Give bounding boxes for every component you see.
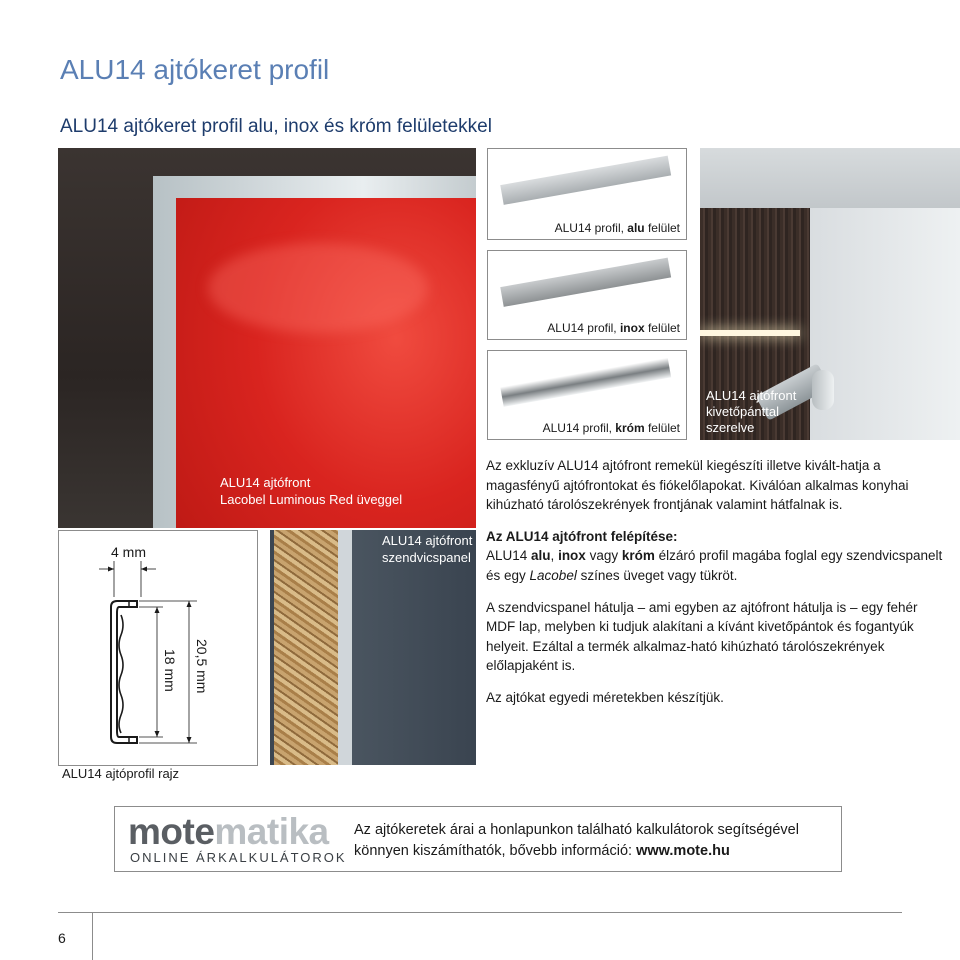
profile-bar-inox [500,258,671,307]
website-link[interactable]: www.mote.hu [636,843,730,859]
profile-caption-inox: ALU14 profil, inox felület [547,321,680,335]
profile-drawing-svg [59,531,257,765]
hinge-label-line1: ALU14 ajtófront [706,388,797,403]
page-number: 6 [58,930,66,946]
sandwich-label-line1: ALU14 ajtófront [382,533,473,548]
body-paragraph-3: A szendvicspanel hátulja – ami egyben az ajtófront hátulja is – egy fehér MDF lap, melyben ki tudjuk alakítani a kívánt kivetőpántok és fogantyúk helyeit. Ezáltal a termék alkalmaz-ható kihúzható tárolószekrények előlapjaként is. [486,599,918,674]
drawing-caption: ALU14 ajtóprofil rajz [62,766,180,781]
profile-bar-krom [500,358,671,407]
body-heading: Az ALU14 ajtófront felépítése: [486,528,678,544]
page-title: ALU14 ajtókeret profil [60,54,330,85]
profile-box-inox [487,250,687,340]
red-door-label-line2: Lacobel Luminous Red üveggel [220,492,403,507]
body-paragraph-1: Az exkluzív ALU14 ajtófront remekül kiegészíti illetve kivált-hatja a magasfényű ajtófrontokat és fiókelőlapokat. Kiválóan alkalmas konyhai kihúzható tárolószekrények frontjának valamint hátfalnak is. [486,458,909,513]
motematika-logo[interactable]: motematika [128,811,329,852]
banner-text-line1: Az ajtókeretek árai a honlapunkon található kalkulátorok segítségével [354,822,799,838]
body-paragraph-2: ALU14 alu, inox vagy króm élzáró profil magába foglal egy szendvicspanelt és egy Lacobel színes üveget vagy tükröt. [486,548,943,583]
sandwich-label [382,532,472,566]
profile-bar-alu [500,156,671,205]
profile-caption-alu: ALU14 profil, alu felület [554,221,680,235]
sandwich-label-line2: szendvicspanel [382,550,471,565]
profile-caption-krom: ALU14 profil, króm felület [542,421,680,435]
hinge-label-line3: szerelve [706,420,755,435]
body-text [486,456,946,720]
dim-outer-label: 20,5 mm [194,639,210,694]
footer-vertical-rule [92,912,93,960]
body-paragraph-4: Az ajtókat egyedi méretekben készítjük. [486,689,724,705]
red-door-label-line1: ALU14 ajtófront [220,475,311,490]
profile-drawing [58,530,258,766]
red-door-label [220,474,402,508]
footer-rule [58,912,902,913]
hinge-label-line2: kivetőpánttal [706,404,779,419]
dim-inner-label: 18 mm [162,649,178,692]
banner-text-line2: könnyen kiszámíthatók, bővebb információ: www.mote.hu [354,843,730,859]
profile-box-krom [487,350,687,440]
hinge-label [706,388,796,436]
banner-text [354,820,834,862]
profile-box-alu [487,148,687,240]
dim-top-label: 4 mm [111,544,146,560]
page-subtitle: ALU14 ajtókeret profil alu, inox és króm felületekkel [60,116,492,137]
sandwich-panel-photo [270,530,476,765]
logo-subtitle: ONLINE ÁRKALKULÁTOROK [130,850,347,865]
red-door-photo [58,148,476,528]
hinge-photo [700,148,960,440]
